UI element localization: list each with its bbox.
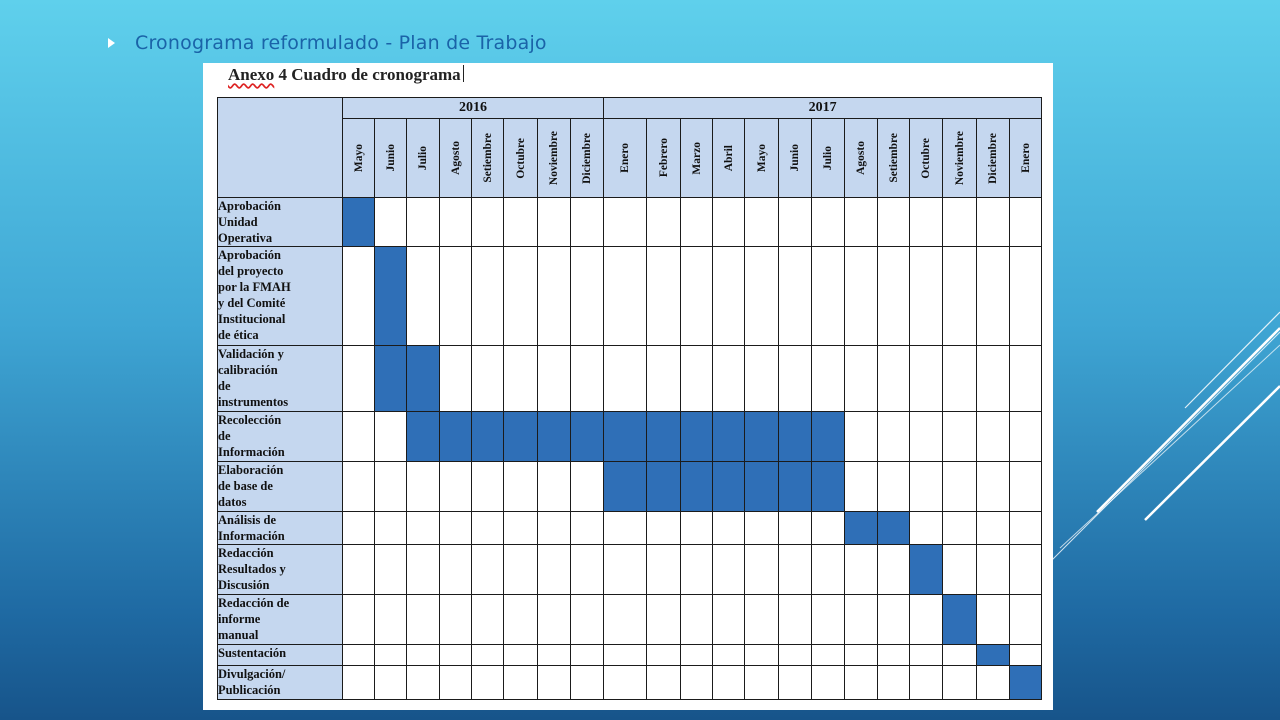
schedule-cell: [745, 545, 779, 595]
text-cursor: [463, 65, 464, 82]
task-row: [218, 512, 1042, 545]
schedule-cell-filled: [1010, 666, 1042, 700]
schedule-cell: [472, 462, 504, 512]
schedule-cell: [1010, 346, 1042, 412]
schedule-cell: [745, 645, 779, 666]
schedule-cell: [647, 666, 681, 700]
schedule-cell: [681, 666, 713, 700]
schedule-cell: [779, 666, 812, 700]
schedule-cell-filled: [604, 462, 647, 512]
month-label: Noviembre: [548, 130, 560, 186]
schedule-cell: [713, 666, 745, 700]
month-label: Mayo: [755, 143, 768, 173]
schedule-cell-filled: [745, 412, 779, 462]
task-row: [218, 198, 1042, 247]
gantt-table: [217, 97, 1042, 700]
schedule-cell: [407, 512, 440, 545]
task-row: [218, 666, 1042, 700]
schedule-cell: [812, 512, 845, 545]
month-header: [604, 119, 647, 198]
schedule-cell: [713, 595, 745, 645]
task-label: Validación y calibración de instrumentos: [218, 346, 343, 412]
schedule-cell: [407, 247, 440, 346]
schedule-cell: [745, 346, 779, 412]
month-label: Abril: [722, 144, 735, 172]
schedule-cell: [472, 247, 504, 346]
month-label: Octubre: [920, 137, 932, 179]
schedule-cell: [571, 247, 604, 346]
schedule-cell-filled: [604, 412, 647, 462]
schedule-cell: [571, 346, 604, 412]
schedule-cell-filled: [440, 412, 472, 462]
schedule-cell: [571, 666, 604, 700]
schedule-cell: [538, 545, 571, 595]
schedule-cell: [504, 247, 538, 346]
schedule-cell-filled: [713, 412, 745, 462]
schedule-cell: [1010, 462, 1042, 512]
month-label: Setiembre: [481, 133, 494, 183]
document-heading: [228, 65, 464, 85]
month-label: Agosto: [855, 141, 867, 175]
schedule-cell: [779, 545, 812, 595]
schedule-cell-filled: [472, 412, 504, 462]
task-label: Sustentación: [218, 645, 343, 666]
schedule-cell: [647, 247, 681, 346]
schedule-cell: [681, 198, 713, 247]
year-header: 2017: [604, 98, 1042, 119]
month-label: Setiembre: [887, 133, 900, 183]
month-label: Enero: [1019, 143, 1032, 173]
schedule-cell: [977, 512, 1010, 545]
schedule-cell: [779, 346, 812, 412]
schedule-cell: [681, 247, 713, 346]
schedule-cell: [878, 247, 910, 346]
month-label: Mayo: [352, 143, 365, 173]
schedule-cell: [910, 462, 943, 512]
schedule-cell: [604, 666, 647, 700]
schedule-cell: [779, 645, 812, 666]
task-label: Recolección de Información: [218, 412, 343, 462]
schedule-cell: [375, 512, 407, 545]
schedule-cell: [713, 346, 745, 412]
schedule-cell: [878, 346, 910, 412]
month-header: [943, 119, 977, 198]
schedule-cell: [504, 462, 538, 512]
task-row: [218, 545, 1042, 595]
task-row: [218, 247, 1042, 346]
schedule-cell: [878, 412, 910, 462]
schedule-cell-filled: [812, 462, 845, 512]
schedule-cell: [812, 545, 845, 595]
schedule-cell-filled: [681, 462, 713, 512]
schedule-cell-filled: [713, 462, 745, 512]
schedule-cell: [1010, 645, 1042, 666]
schedule-cell: [407, 462, 440, 512]
schedule-cell: [472, 346, 504, 412]
schedule-cell: [647, 595, 681, 645]
schedule-cell-filled: [779, 412, 812, 462]
task-row: [218, 645, 1042, 666]
schedule-cell: [910, 595, 943, 645]
schedule-cell: [681, 595, 713, 645]
schedule-cell: [647, 346, 681, 412]
schedule-cell: [845, 412, 878, 462]
month-header: [812, 119, 845, 198]
month-header: [504, 119, 538, 198]
schedule-cell: [943, 545, 977, 595]
schedule-cell: [845, 346, 878, 412]
schedule-cell: [1010, 412, 1042, 462]
task-label: Aprobación Unidad Operativa: [218, 198, 343, 247]
schedule-cell: [604, 545, 647, 595]
schedule-document: [203, 63, 1053, 710]
schedule-cell: [343, 666, 375, 700]
schedule-cell: [604, 595, 647, 645]
task-label: Aprobación del proyecto por la FMAH y del Comité Institucional de ética: [218, 247, 343, 346]
month-header: [472, 119, 504, 198]
month-header: [571, 119, 604, 198]
schedule-cell: [375, 412, 407, 462]
schedule-cell: [375, 666, 407, 700]
schedule-cell-filled: [910, 545, 943, 595]
schedule-cell: [440, 198, 472, 247]
schedule-cell: [504, 666, 538, 700]
schedule-cell: [681, 346, 713, 412]
slide-title: Cronograma reformulado - Plan de Trabajo: [135, 32, 547, 54]
task-row: [218, 595, 1042, 645]
schedule-cell: [604, 645, 647, 666]
schedule-cell: [504, 645, 538, 666]
schedule-cell-filled: [681, 412, 713, 462]
schedule-cell: [504, 512, 538, 545]
schedule-cell-filled: [647, 462, 681, 512]
schedule-cell: [943, 512, 977, 545]
task-row: [218, 462, 1042, 512]
month-header: [910, 119, 943, 198]
schedule-cell: [779, 247, 812, 346]
schedule-cell: [977, 666, 1010, 700]
schedule-cell: [713, 545, 745, 595]
schedule-cell: [472, 545, 504, 595]
schedule-cell: [910, 412, 943, 462]
schedule-cell-filled: [375, 346, 407, 412]
schedule-cell: [713, 247, 745, 346]
schedule-cell: [571, 462, 604, 512]
schedule-cell: [779, 595, 812, 645]
schedule-cell: [1010, 545, 1042, 595]
schedule-cell: [604, 512, 647, 545]
schedule-cell: [538, 198, 571, 247]
schedule-cell: [878, 198, 910, 247]
month-label: Diciembre: [581, 132, 593, 184]
schedule-cell: [504, 198, 538, 247]
schedule-cell: [745, 198, 779, 247]
schedule-cell: [878, 645, 910, 666]
schedule-cell-filled: [538, 412, 571, 462]
month-header: [375, 119, 407, 198]
schedule-cell: [504, 595, 538, 645]
schedule-cell: [472, 512, 504, 545]
schedule-cell: [604, 198, 647, 247]
task-label: Elaboración de base de datos: [218, 462, 343, 512]
schedule-cell: [571, 645, 604, 666]
schedule-cell: [745, 512, 779, 545]
task-row: [218, 412, 1042, 462]
schedule-cell-filled: [375, 247, 407, 346]
month-label: Julio: [822, 145, 834, 171]
schedule-cell: [812, 666, 845, 700]
schedule-cell: [407, 645, 440, 666]
month-label: Junio: [789, 144, 801, 172]
header-corner: [218, 98, 343, 198]
schedule-cell: [812, 346, 845, 412]
schedule-cell: [407, 545, 440, 595]
schedule-cell-filled: [407, 346, 440, 412]
month-header: [779, 119, 812, 198]
schedule-cell: [604, 247, 647, 346]
schedule-cell: [745, 666, 779, 700]
year-header: 2016: [343, 98, 604, 119]
schedule-cell: [910, 346, 943, 412]
schedule-cell: [910, 247, 943, 346]
schedule-cell: [812, 645, 845, 666]
month-header: [1010, 119, 1042, 198]
schedule-cell: [910, 198, 943, 247]
schedule-cell-filled: [504, 412, 538, 462]
month-label: Agosto: [449, 141, 462, 175]
month-label: Diciembre: [987, 132, 999, 184]
month-header: [647, 119, 681, 198]
schedule-cell: [943, 645, 977, 666]
schedule-cell: [977, 545, 1010, 595]
schedule-cell: [343, 595, 375, 645]
schedule-cell: [943, 247, 977, 346]
schedule-cell: [440, 595, 472, 645]
schedule-cell: [977, 198, 1010, 247]
month-header: [440, 119, 472, 198]
schedule-cell: [977, 462, 1010, 512]
month-header: [713, 119, 745, 198]
schedule-cell: [440, 645, 472, 666]
schedule-cell: [571, 198, 604, 247]
schedule-cell: [343, 462, 375, 512]
schedule-cell: [977, 595, 1010, 645]
schedule-cell: [375, 545, 407, 595]
document-heading-word: Anexo: [228, 65, 275, 84]
month-header: [977, 119, 1010, 198]
schedule-cell: [538, 645, 571, 666]
schedule-cell-filled: [943, 595, 977, 645]
schedule-cell-filled: [845, 512, 878, 545]
schedule-cell: [977, 412, 1010, 462]
month-header: [538, 119, 571, 198]
schedule-cell-filled: [745, 462, 779, 512]
schedule-cell: [440, 346, 472, 412]
schedule-cell: [343, 512, 375, 545]
schedule-cell: [440, 512, 472, 545]
schedule-cell: [681, 512, 713, 545]
schedule-cell: [375, 462, 407, 512]
month-label: Octubre: [514, 137, 527, 179]
schedule-cell: [440, 462, 472, 512]
schedule-cell: [343, 545, 375, 595]
schedule-cell: [779, 198, 812, 247]
schedule-cell: [878, 545, 910, 595]
schedule-cell: [943, 462, 977, 512]
schedule-cell: [472, 666, 504, 700]
schedule-cell: [910, 512, 943, 545]
schedule-cell: [812, 198, 845, 247]
schedule-cell: [504, 346, 538, 412]
schedule-cell: [812, 247, 845, 346]
schedule-cell: [713, 198, 745, 247]
schedule-cell: [977, 247, 1010, 346]
schedule-cell: [407, 595, 440, 645]
schedule-cell: [343, 412, 375, 462]
schedule-cell: [472, 645, 504, 666]
bullet-arrow-icon: [108, 38, 115, 48]
month-header: [845, 119, 878, 198]
schedule-cell: [571, 595, 604, 645]
month-label: Junio: [384, 144, 397, 172]
slide-title-row: [108, 32, 547, 54]
schedule-cell: [472, 198, 504, 247]
schedule-cell: [440, 545, 472, 595]
schedule-cell: [343, 247, 375, 346]
schedule-cell: [845, 595, 878, 645]
month-header: [681, 119, 713, 198]
schedule-cell: [604, 346, 647, 412]
schedule-cell: [538, 247, 571, 346]
month-label: Enero: [619, 143, 631, 173]
schedule-cell: [845, 666, 878, 700]
schedule-cell: [681, 545, 713, 595]
month-label: Marzo: [690, 141, 703, 175]
schedule-cell: [571, 512, 604, 545]
schedule-cell: [375, 198, 407, 247]
schedule-cell: [910, 666, 943, 700]
schedule-cell: [845, 198, 878, 247]
schedule-cell: [878, 595, 910, 645]
task-row: [218, 346, 1042, 412]
schedule-cell: [538, 666, 571, 700]
schedule-cell: [440, 247, 472, 346]
schedule-cell: [472, 595, 504, 645]
month-header: [407, 119, 440, 198]
schedule-cell: [375, 595, 407, 645]
schedule-cell: [845, 247, 878, 346]
schedule-cell-filled: [779, 462, 812, 512]
schedule-cell-filled: [977, 645, 1010, 666]
schedule-cell: [845, 462, 878, 512]
task-label: Análisis de Información: [218, 512, 343, 545]
schedule-cell: [571, 545, 604, 595]
schedule-cell: [538, 512, 571, 545]
month-header: [343, 119, 375, 198]
schedule-cell: [343, 346, 375, 412]
schedule-cell: [910, 645, 943, 666]
month-label: Julio: [417, 145, 429, 171]
schedule-cell-filled: [571, 412, 604, 462]
schedule-cell: [647, 198, 681, 247]
schedule-cell: [745, 247, 779, 346]
schedule-cell: [943, 198, 977, 247]
schedule-cell: [713, 645, 745, 666]
schedule-cell-filled: [647, 412, 681, 462]
schedule-cell-filled: [407, 412, 440, 462]
schedule-cell: [713, 512, 745, 545]
task-label: Redacción de informe manual: [218, 595, 343, 645]
month-label: Febrero: [657, 138, 670, 178]
schedule-cell: [977, 346, 1010, 412]
schedule-cell: [681, 645, 713, 666]
schedule-cell: [440, 666, 472, 700]
schedule-cell: [647, 545, 681, 595]
schedule-cell: [343, 645, 375, 666]
schedule-cell-filled: [878, 512, 910, 545]
schedule-cell-filled: [812, 412, 845, 462]
schedule-cell: [504, 545, 538, 595]
schedule-cell: [845, 645, 878, 666]
month-header: [878, 119, 910, 198]
schedule-cell: [943, 666, 977, 700]
schedule-cell: [407, 666, 440, 700]
schedule-cell: [943, 412, 977, 462]
schedule-cell-filled: [343, 198, 375, 247]
task-label: Redacción Resultados y Discusión: [218, 545, 343, 595]
schedule-cell: [745, 595, 779, 645]
schedule-cell: [647, 512, 681, 545]
schedule-cell: [1010, 247, 1042, 346]
schedule-cell: [878, 462, 910, 512]
schedule-cell: [407, 198, 440, 247]
schedule-cell: [538, 462, 571, 512]
schedule-cell: [1010, 198, 1042, 247]
schedule-cell: [1010, 595, 1042, 645]
month-header: [745, 119, 779, 198]
schedule-cell: [1010, 512, 1042, 545]
month-label: Noviembre: [953, 130, 966, 186]
schedule-cell: [845, 545, 878, 595]
schedule-cell: [375, 645, 407, 666]
document-heading-rest: 4 Cuadro de cronograma: [274, 65, 461, 84]
schedule-cell: [779, 512, 812, 545]
schedule-cell: [943, 346, 977, 412]
task-label: Divulgación/ Publicación: [218, 666, 343, 700]
schedule-cell: [878, 666, 910, 700]
schedule-cell: [538, 346, 571, 412]
schedule-cell: [647, 645, 681, 666]
schedule-cell: [812, 595, 845, 645]
schedule-cell: [538, 595, 571, 645]
